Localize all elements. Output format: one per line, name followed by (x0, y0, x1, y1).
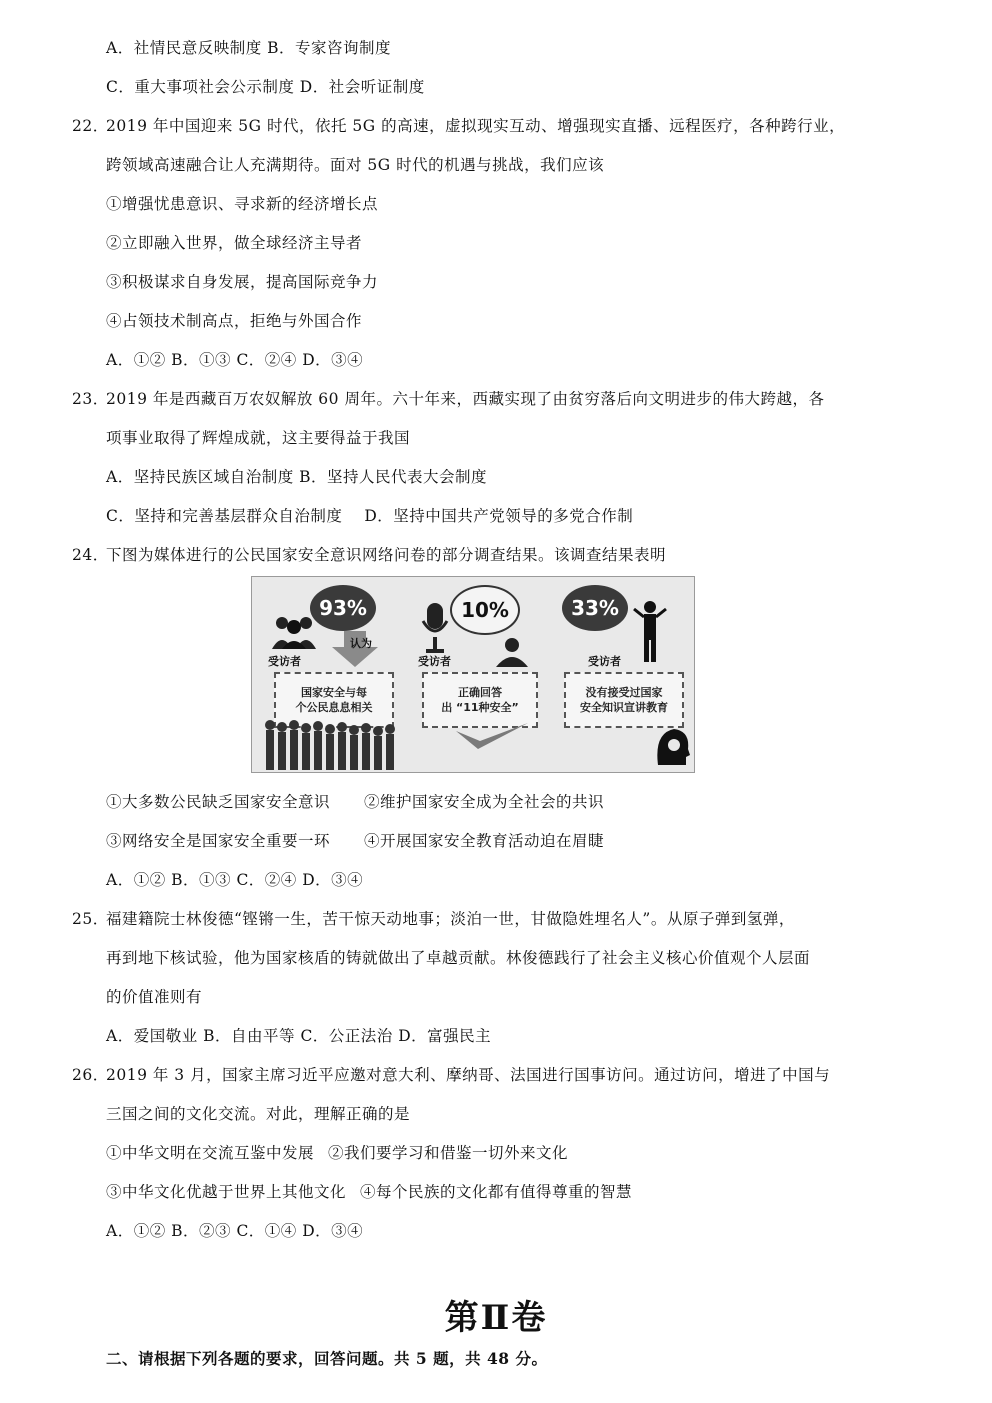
p3-caption-line2: 安全知识宣讲教育 (580, 701, 668, 714)
q26-statements-row2 (106, 1180, 632, 1202)
q24-statement-1: ①大多数公民缺乏国家安全意识 (106, 793, 331, 811)
q26-statement-3: ③中华文化优越于世界上其他文化 (106, 1183, 347, 1201)
q22-stem-line1: 2019 年中国迎来 5G 时代，依托 5G 的高速，虚拟现实互动、增强现实直播、远程医疗，各种跨行业， (106, 117, 846, 135)
q24-statements-row2 (106, 829, 604, 851)
survey-figure (251, 576, 695, 773)
microphone-icon (420, 603, 450, 655)
q24-statements-row1 (106, 790, 604, 812)
q22-statement-3: ③积极谋求自身发展，提高国际竞争力 (106, 273, 379, 291)
q25-number: 25． (72, 910, 109, 928)
p3-caption-box (564, 672, 684, 728)
p2-percent-bubble: 10% (450, 585, 520, 635)
p2-caption-box (422, 672, 538, 728)
q25-options: A．爱国敬业 B．自由平等 C．公正法治 D．富强民主 (106, 1027, 492, 1045)
q25-stem-line3: 的价值准则有 (106, 988, 203, 1006)
q22-statement-1: ①增强忧患意识、寻求新的经济增长点 (106, 195, 379, 213)
q22-statement-2: ②立即融入世界，做全球经济主导者 (106, 234, 363, 252)
q26-statements-row1 (106, 1141, 568, 1163)
q23-option-c: C．坚持和完善基层群众自治制度 (106, 507, 343, 525)
q24-number: 24． (72, 546, 109, 564)
p1-arrow-label: 认为 (350, 637, 372, 650)
q26-options: A．①② B．②③ C．①④ D．③④ (106, 1222, 364, 1240)
p3-caption-line1: 没有接受过国家 (585, 686, 663, 699)
p3-percent-bubble: 33% (562, 585, 628, 631)
q26-statement-4: ④每个民族的文化都有值得尊重的智慧 (360, 1183, 633, 1201)
q24-statement-2: ②维护国家安全成为全社会的共识 (364, 793, 605, 811)
speaking-people-icon (492, 637, 532, 667)
q26-number: 26． (72, 1066, 109, 1084)
p2-caption-line1: 正确回答 (457, 686, 502, 699)
q23-stem-line2: 项事业取得了辉煌成就，这主要得益于我国 (106, 429, 411, 447)
q22-stem-line2: 跨领域高速融合让人充满期待。面对 5G 时代的机遇与挑战，我们应该 (106, 156, 605, 174)
q21-options-cd: C．重大事项社会公示制度 D．社会听证制度 (106, 78, 425, 96)
q21-options-ab: A．社情民意反映制度 B．专家咨询制度 (106, 39, 392, 57)
q23-number: 23． (72, 390, 109, 408)
q24-stem: 下图为媒体进行的公民国家安全意识网络问卷的部分调查结果。该调查结果表明 (106, 546, 667, 564)
q24-statement-4: ④开展国家安全教育活动迫在眉睫 (364, 832, 605, 850)
q23-options-cd (106, 504, 633, 526)
p3-respondent-label: 受访者 (588, 655, 621, 668)
thinking-head-icon (652, 725, 692, 769)
q25-stem-line2: 再到地下核试验，他为国家核盾的铸就做出了卓越贡献。林俊德践行了社会主义核心价值观个人层面 (106, 949, 811, 967)
p2-respondent-label: 受访者 (418, 655, 451, 668)
crowd-icon (262, 717, 398, 771)
q22-options: A．①② B．①③ C．②④ D．③④ (106, 351, 364, 369)
q23-stem-line1: 2019 年是西藏百万农奴解放 60 周年。六十年来，西藏实现了由贫穷落后向文明进步的伟大跨越，各 (106, 390, 825, 408)
q22-statement-4: ④占领技术制高点，拒绝与外国合作 (106, 312, 363, 330)
p1-caption-line1: 国家安全与每 (301, 686, 367, 699)
p2-caption-line2: 出 “11种安全” (441, 701, 519, 714)
p1-caption-line2: 个公民息息相关 (295, 701, 373, 714)
q26-stem-line2: 三国之间的文化交流。对此，理解正确的是 (106, 1105, 411, 1123)
section-instruction: 二、请根据下列各题的要求，回答问题。共 5 题，共 48 分。 (106, 1349, 548, 1368)
q24-statement-3: ③网络安全是国家安全重要一环 (106, 832, 331, 850)
q22-number: 22． (72, 117, 109, 135)
people-group-icon (270, 615, 318, 649)
q23-option-d: D．坚持中国共产党领导的多党合作制 (364, 507, 634, 525)
p1-respondent-label: 受访者 (268, 655, 301, 668)
shrugging-person-icon (632, 599, 668, 663)
section-title: 第Ⅱ卷 (444, 1298, 548, 1338)
q26-stem-line1: 2019 年 3 月，国家主席习近平应邀对意大利、摩纳哥、法国进行国事访问。通过访问，增进了中国与 (106, 1066, 831, 1084)
checkmark-icon (452, 721, 532, 751)
q23-options-ab: A．坚持民族区域自治制度 B．坚持人民代表大会制度 (106, 468, 488, 486)
q25-stem-line1: 福建籍院士林俊德“铿锵一生，苦干惊天动地事；淡泊一世，甘做隐姓埋名人”。从原子弹到氢弹， (106, 910, 795, 928)
q24-options: A．①② B．①③ C．②④ D．③④ (106, 871, 364, 889)
q26-statement-2: ②我们要学习和借鉴一切外来文化 (328, 1144, 569, 1162)
q26-statement-1: ①中华文明在交流互鉴中发展 (106, 1144, 315, 1162)
p1-percent-bubble: 93% (310, 585, 376, 631)
